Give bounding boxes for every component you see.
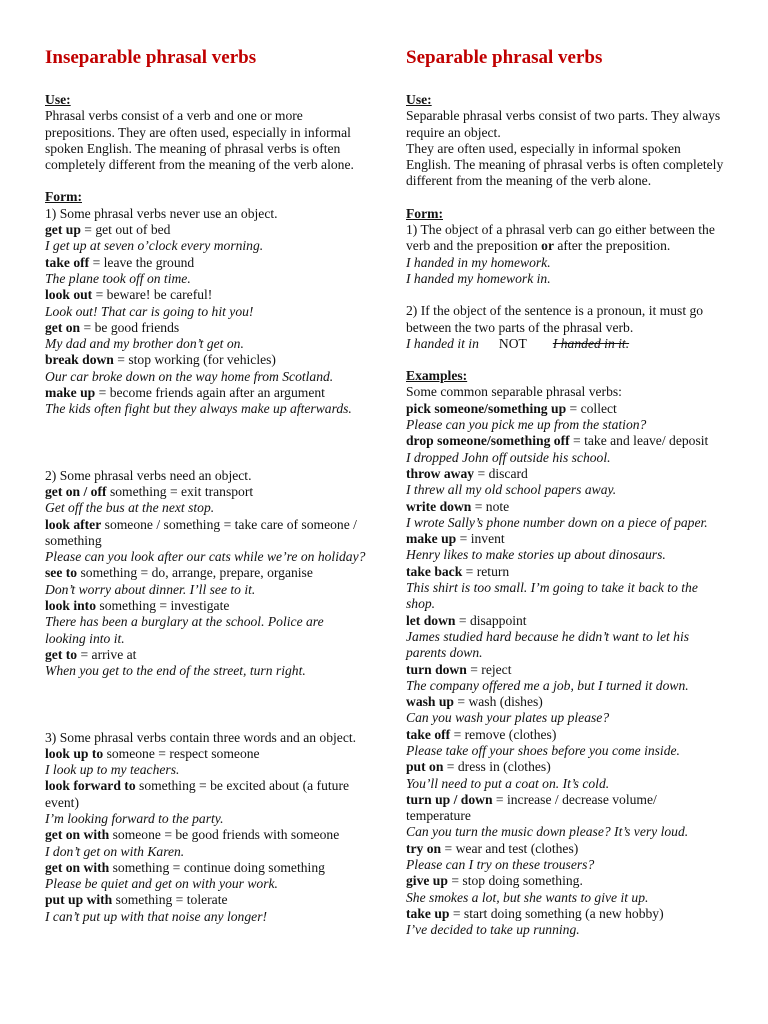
definition-text: something = exit transport bbox=[106, 483, 254, 499]
verb-entry bbox=[406, 906, 724, 939]
verb-entry bbox=[45, 827, 367, 860]
verb-definition bbox=[406, 841, 724, 857]
form2-text: 2) If the object of the sentence is a pronoun, it must go between the two parts of the phrasal verb. bbox=[406, 303, 704, 335]
verb-phrase: break down bbox=[45, 352, 114, 368]
verb-definition bbox=[45, 860, 367, 876]
verb-definition bbox=[45, 647, 367, 663]
form1-or: or bbox=[541, 238, 554, 254]
verb-entry bbox=[406, 433, 724, 466]
verb-phrase: throw away bbox=[406, 465, 475, 481]
verb-phrase: get to bbox=[45, 646, 78, 662]
verb-entry bbox=[406, 727, 724, 760]
example-sentence: When you get to the end of the street, turn right. bbox=[45, 663, 306, 679]
example-sentence: Can you turn the music down please? It’s very loud. bbox=[406, 824, 689, 840]
use-line1: Separable phrasal verbs consist of two parts. They always require an object. bbox=[406, 108, 721, 140]
verb-entry bbox=[45, 517, 367, 566]
example-sentence: Get off the bus at the next stop. bbox=[45, 500, 215, 516]
definition-text: = discard bbox=[474, 465, 528, 481]
definition-text: = reject bbox=[466, 661, 512, 677]
verb-phrase: drop someone/something off bbox=[406, 433, 570, 449]
verb-phrase: get on with bbox=[45, 859, 110, 875]
verb-definition bbox=[406, 531, 724, 547]
example-sentence: I dropped John off outside his school. bbox=[406, 449, 611, 465]
definition-text: = increase / decrease volume/ temperature bbox=[406, 791, 657, 824]
verb-phrase: look out bbox=[45, 287, 93, 303]
separable-title: Separable phrasal verbs bbox=[406, 47, 603, 68]
form1-text bbox=[406, 222, 724, 255]
section2-intro: 2) Some phrasal verbs need an object. bbox=[45, 467, 252, 483]
verb-definition bbox=[45, 320, 367, 336]
definition-text: something = investigate bbox=[96, 598, 230, 614]
form1-example1: I handed in my homework. bbox=[406, 254, 551, 270]
form1-pre: 1) The object of a phrasal verb can go either between the verb and the preposition bbox=[406, 222, 715, 254]
example-sentence: She smokes a lot, but she wants to give it up. bbox=[406, 889, 649, 905]
verb-definition bbox=[45, 222, 367, 238]
verb-definition bbox=[45, 892, 367, 908]
form-label: Form: bbox=[45, 189, 82, 205]
verb-definition bbox=[45, 778, 367, 811]
verb-entry bbox=[406, 792, 724, 841]
verb-definition bbox=[45, 565, 367, 581]
definition-text: something = be excited about (a future event) bbox=[45, 778, 350, 810]
example-sentence: I threw all my old school papers away. bbox=[406, 482, 617, 498]
definition-text: = wash (dishes) bbox=[453, 694, 543, 710]
example-sentence: I look up to my teachers. bbox=[45, 762, 180, 778]
verb-phrase: put on bbox=[406, 759, 444, 775]
definition-text: = return bbox=[462, 563, 510, 579]
example-sentence: Please take off your shoes before you come inside. bbox=[406, 742, 680, 758]
verb-definition bbox=[406, 466, 724, 482]
form1-post: after the preposition. bbox=[554, 238, 671, 254]
verb-definition bbox=[45, 287, 367, 303]
verb-entry bbox=[45, 385, 367, 418]
verb-entry bbox=[45, 320, 367, 353]
verb-entry bbox=[406, 401, 724, 434]
verb-entry bbox=[45, 222, 367, 255]
verb-phrase: make up bbox=[406, 531, 457, 547]
verb-phrase: wash up bbox=[406, 694, 454, 710]
inseparable-title: Inseparable phrasal verbs bbox=[45, 47, 257, 68]
verb-entry bbox=[45, 860, 367, 893]
example-sentence: I can’t put up with that noise any longer! bbox=[45, 908, 268, 924]
definition-text: = stop doing something. bbox=[447, 873, 583, 889]
definition-text: = wear and test (clothes) bbox=[441, 840, 579, 856]
verb-phrase: take off bbox=[406, 726, 451, 742]
definition-text: someone = respect someone bbox=[103, 745, 260, 761]
verb-definition bbox=[45, 746, 367, 762]
example-sentence: There has been a burglary at the school. Police are looking into it. bbox=[45, 614, 324, 646]
example-sentence: Please can you look after our cats while we’re on holiday? bbox=[45, 549, 366, 565]
examples-list bbox=[406, 401, 724, 939]
verb-phrase: let down bbox=[406, 612, 456, 628]
verb-phrase: write down bbox=[406, 498, 472, 514]
definition-text: = disappoint bbox=[455, 612, 527, 628]
verb-entry bbox=[45, 255, 367, 288]
example-sentence: Henry likes to make stories up about dinosaurs. bbox=[406, 547, 666, 563]
use-label: Use: bbox=[45, 92, 71, 107]
form2-not: NOT bbox=[498, 335, 527, 351]
form2-correct: I handed it in bbox=[406, 335, 479, 351]
verb-entry bbox=[45, 746, 367, 779]
verb-definition bbox=[406, 662, 724, 678]
verb-entry bbox=[406, 613, 724, 662]
section1-list bbox=[45, 222, 367, 418]
verb-entry bbox=[45, 892, 367, 925]
verb-phrase: get up bbox=[45, 222, 81, 238]
definition-text: something = tolerate bbox=[112, 892, 228, 908]
example-sentence: I get up at seven o’clock every morning. bbox=[45, 238, 264, 254]
example-sentence: I’m looking forward to the party. bbox=[45, 810, 224, 826]
verb-definition bbox=[406, 727, 724, 743]
verb-entry bbox=[406, 662, 724, 695]
verb-entry bbox=[45, 287, 367, 320]
verb-phrase: pick someone/something up bbox=[406, 400, 567, 416]
examples-label: Examples: bbox=[406, 368, 468, 384]
verb-entry bbox=[406, 694, 724, 727]
section3-list bbox=[45, 746, 367, 925]
example-sentence: Please can I try on these trousers? bbox=[406, 857, 595, 873]
verb-definition bbox=[45, 827, 367, 843]
section3-intro: 3) Some phrasal verbs contain three words and an object. bbox=[45, 729, 357, 745]
example-sentence: Don’t worry about dinner. I’ll see to it. bbox=[45, 581, 256, 597]
verb-phrase: get on bbox=[45, 319, 81, 335]
verb-entry bbox=[406, 873, 724, 906]
section2-list bbox=[45, 484, 367, 680]
verb-phrase: get on / off bbox=[45, 483, 107, 499]
verb-entry bbox=[45, 352, 367, 385]
example-sentence: Our car broke down on the way home from Scotland. bbox=[45, 368, 334, 384]
definition-text: someone / something = take care of someone / something bbox=[45, 516, 357, 548]
use-label: Use: bbox=[406, 92, 432, 107]
example-sentence: Please be quiet and get on with your work. bbox=[45, 876, 278, 892]
verb-definition bbox=[406, 499, 724, 515]
example-sentence: Please can you pick me up from the station? bbox=[406, 417, 647, 433]
form2-examples bbox=[406, 336, 724, 352]
example-sentence: I’ve decided to take up running. bbox=[406, 922, 580, 938]
definition-text: = get out of bed bbox=[80, 222, 171, 238]
verb-entry bbox=[406, 841, 724, 874]
definition-text: = dress in (clothes) bbox=[443, 759, 551, 775]
verb-definition bbox=[45, 484, 367, 500]
form-label: Form: bbox=[406, 205, 443, 221]
verb-phrase: take back bbox=[406, 563, 463, 579]
example-sentence: The plane took off on time. bbox=[45, 270, 191, 286]
example-sentence: This shirt is too small. I’m going to take it back to the shop. bbox=[406, 580, 698, 612]
verb-definition bbox=[406, 694, 724, 710]
example-sentence: My dad and my brother don’t get on. bbox=[45, 336, 244, 352]
example-sentence: Can you wash your plates up please? bbox=[406, 710, 610, 726]
use-line2: They are often used, especially in informal spoken English. The meaning of phrasal verbs is often completely different from the meaning of the verb alone. bbox=[406, 140, 724, 189]
verb-definition bbox=[406, 792, 724, 825]
definition-text: someone = be good friends with someone bbox=[109, 827, 340, 843]
verb-phrase: take up bbox=[406, 905, 450, 921]
definition-text: = invent bbox=[456, 531, 505, 547]
verb-definition bbox=[406, 613, 724, 629]
verb-phrase: try on bbox=[406, 840, 442, 856]
verb-definition bbox=[406, 564, 724, 580]
verb-entry bbox=[45, 484, 367, 517]
definition-text: something = continue doing something bbox=[109, 859, 325, 875]
verb-phrase: get on with bbox=[45, 827, 110, 843]
verb-phrase: make up bbox=[45, 385, 96, 401]
verb-phrase: look into bbox=[45, 598, 96, 614]
form1-example2: I handed my homework in. bbox=[406, 270, 551, 286]
verb-phrase: give up bbox=[406, 873, 448, 889]
definition-text: = be good friends bbox=[80, 319, 180, 335]
verb-phrase: look after bbox=[45, 516, 102, 532]
verb-entry bbox=[45, 598, 367, 647]
inseparable-column bbox=[45, 46, 367, 925]
verb-phrase: look forward to bbox=[45, 778, 136, 794]
definition-text: = arrive at bbox=[77, 646, 137, 662]
example-sentence: Look out! That car is going to hit you! bbox=[45, 303, 254, 319]
verb-entry bbox=[406, 466, 724, 499]
verb-entry bbox=[45, 778, 367, 827]
example-sentence: The kids often fight but they always make up afterwards. bbox=[45, 401, 352, 417]
definition-text: = collect bbox=[566, 400, 617, 416]
example-sentence: The company offered me a job, but I turned it down. bbox=[406, 677, 689, 693]
definition-text: = start doing something (a new hobby) bbox=[449, 905, 664, 921]
form2-incorrect: I handed in it. bbox=[552, 335, 630, 351]
example-sentence: I don’t get on with Karen. bbox=[45, 843, 185, 859]
definition-text: = stop working (for vehicles) bbox=[113, 352, 276, 368]
verb-definition bbox=[406, 873, 724, 889]
definition-text: something = do, arrange, prepare, organise bbox=[77, 565, 313, 581]
verb-entry bbox=[406, 564, 724, 613]
verb-phrase: turn down bbox=[406, 661, 467, 677]
verb-definition bbox=[45, 385, 367, 401]
verb-phrase: take off bbox=[45, 254, 90, 270]
verb-phrase: put up with bbox=[45, 892, 113, 908]
separable-column bbox=[406, 46, 724, 939]
definition-text: = leave the ground bbox=[89, 254, 195, 270]
verb-definition bbox=[45, 517, 367, 550]
example-sentence: I wrote Sally’s phone number down on a piece of paper. bbox=[406, 514, 708, 530]
verb-entry bbox=[406, 759, 724, 792]
examples-intro: Some common separable phrasal verbs: bbox=[406, 384, 622, 400]
definition-text: = take and leave/ deposit bbox=[569, 433, 709, 449]
use-text: Phrasal verbs consist of a verb and one or more prepositions. They are often used, especially in informal spoken English. The meaning of phrasal verbs is often completely different from the meaning of the verb alone. bbox=[45, 108, 354, 173]
verb-phrase: look up to bbox=[45, 745, 104, 761]
verb-entry bbox=[45, 565, 367, 598]
definition-text: = beware! be careful! bbox=[92, 287, 213, 303]
example-sentence: You’ll need to put a coat on. It’s cold. bbox=[406, 775, 610, 791]
definition-text: = remove (clothes) bbox=[450, 726, 557, 742]
verb-entry bbox=[406, 499, 724, 532]
example-sentence: James studied hard because he didn’t want to let his parents down. bbox=[406, 628, 690, 661]
section1-intro: 1) Some phrasal verbs never use an object. bbox=[45, 205, 278, 221]
verb-definition bbox=[406, 906, 724, 922]
definition-text: = become friends again after an argument bbox=[95, 385, 325, 401]
verb-definition bbox=[406, 759, 724, 775]
verb-entry bbox=[45, 647, 367, 680]
verb-definition bbox=[45, 255, 367, 271]
verb-definition bbox=[406, 401, 724, 417]
verb-definition bbox=[45, 352, 367, 368]
verb-phrase: turn up / down bbox=[406, 791, 493, 807]
verb-entry bbox=[406, 531, 724, 564]
verb-phrase: see to bbox=[45, 565, 78, 581]
verb-definition bbox=[45, 598, 367, 614]
verb-definition bbox=[406, 433, 724, 449]
definition-text: = note bbox=[471, 498, 510, 514]
